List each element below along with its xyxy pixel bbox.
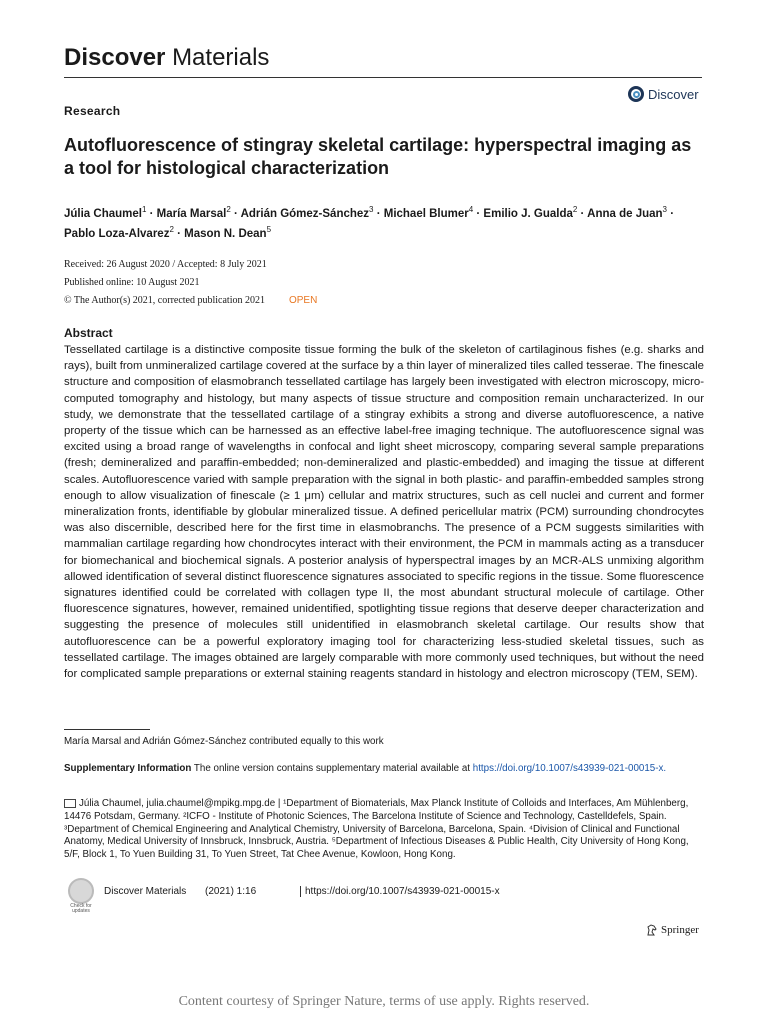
affiliations-text: Júlia Chaumel, julia.chaumel@mpikg.mpg.de | ¹Department of Biomaterials, Max Planck Institute of Colloids and Interfaces, Am Mühlenberg, 14476 Potsdam, Germany. ²ICFO - Institute of Photonic Sciences, The Barcelona Institute of Science and Technology, Castelldefels, Spain. ³Department of Chemical Engineering and Analytical Chemistry, University of Barcelona, Barcelona, Spain. ⁴Division of Clinical and Functional Anatomy, Medical University of Innsbruck, Innsbruck, Austria. ⁵Department of Infectious Diseases & Public Health, City University of Hong Kong, 5/F, Block 1, To Yuen Building 31, To Yuen Street, Tat Chee Avenue, Kowloon, Hong Kong.: [64, 798, 689, 861]
supplementary-info: [64, 762, 704, 775]
author-name: Emilio J. Gualda: [483, 207, 573, 220]
supplementary-label: Supplementary Information: [64, 763, 192, 774]
author-name: Anna de Juan: [587, 207, 663, 220]
springer-logo: [646, 924, 699, 936]
crossmark-text: Check for updates: [70, 903, 92, 914]
discover-badge-label: Discover: [648, 86, 699, 102]
header-rule: [64, 77, 702, 78]
author-line-1: [64, 202, 704, 222]
journal-title-bold: Discover: [64, 44, 166, 71]
envelope-icon: [64, 799, 76, 808]
supplementary-text: The online version contains supplementary material available at: [193, 763, 471, 774]
author-name: Adrián Gómez‑Sánchez: [240, 207, 370, 220]
publication-dates: [64, 256, 317, 310]
author-name: Mason N. Dean: [184, 227, 267, 240]
received-date: Received: 26 August 2020 / Accepted: 8 July 2021: [64, 259, 267, 270]
abstract-heading: Abstract: [64, 326, 113, 340]
author-affiliation-number: 3: [662, 205, 667, 214]
author-name: Michael Blumer: [383, 207, 469, 220]
discover-logo-icon: [628, 86, 644, 102]
journal-title-light: Materials: [172, 44, 270, 71]
contribution-note: María Marsal and Adrián Gómez-Sánchez contributed equally to this work: [64, 736, 384, 747]
article-type: Research: [64, 104, 121, 118]
footer-volume: (2021) 1:16: [205, 886, 257, 897]
author-affiliation-number: 4: [468, 205, 474, 214]
springer-horse-icon: [646, 924, 658, 936]
journal-title: [64, 44, 269, 72]
abstract-text: Tessellated cartilage is a distinctive composite tissue forming the bulk of the skeleton of cartilaginous fishes (e.g. sharks and rays), built from unmineralized cartilage covered at the surface by a thin layer of mineralized tiles called tesserae. The finescale structure and composition of elasmobranch tessellated cartilage has largely been investigated with electron microscopy, micro-computed tomography and histology, but many aspects of tissue structure and composition remain uncharacterized. In our study, we demonstrate that the tessellated cartilage of a stingray exhibits a strong and diverse autofluorescence, a native property of the tissue which can be harnessed as an effective label-free imaging technique. The autofluorescence signal was excited using a broad range of wavelengths in confocal and light sheet microscopy, comparing several sample preparations (fresh; demineralized and paraffin-embedded; non-demineralized and plastic-embedded) and imaging the tissue at different scales. Autofluorescence varied with sample preparation with the signal in both plastic- and paraffin-embedded samples strong enough to allow visualization of finescale (≥ 1 μm) cellular and matrix structures, such as cell nuclei and current and former mineralization fronts, identifiable by globular mineralized tissue. A defined pericellular matrix (PCM) surrounding chondrocytes was also discernible, described here for the first time in elasmobranchs. The presence of a PCM suggests similarities with mammalian cartilage regarding how chondrocytes interact with their environment, the PCM in mammals acting as a transducer for biomechanical and biochemical signals. A posterior analysis of hyperspectral images by an MCR-ALS unmixing algorithm allowed identification of several distinct fluorescence signatures associated to specific regions in the tissue. Some fluorescence signatures identified could be correlated with collagen type II, the most abundant structural molecule of cartilage. Other fluorescence signatures, however, remained unidentified, spotlighting tissue regions that deserve deeper characterization and suggesting the presence of molecules still unidentified in elasmobranch skeletal cartilage. Our results show that autofluorescence can be a powerful exploratory imaging tool for characterizing less-studied skeletal tissues, such as tessellated cartilage. The images obtained are largely comparable with more commonly used techniques, but without the need for complicated sample preparations or external staining reagents standard in histology and electron microscopy (TEM, SEM).: [64, 344, 704, 681]
author-line-2: [64, 222, 704, 242]
author-affiliation-number: 2: [169, 224, 174, 234]
copyright-text: © The Author(s) 2021, corrected publication 2021: [64, 295, 265, 306]
author-separator: ·: [230, 207, 241, 220]
author-separator: ·: [173, 227, 185, 240]
author-affiliation-number: 2: [572, 205, 578, 214]
author-affiliation-number: 1: [141, 205, 147, 214]
article-title: Autofluorescence of stingray skeletal cartilage: hyperspectral imaging as a tool for histological characterization: [64, 135, 692, 178]
published-date: Published online: 10 August 2021: [64, 277, 200, 288]
author-separator: ·: [577, 207, 588, 220]
author-separator: ·: [373, 207, 384, 220]
author-affiliation-number: 2: [226, 205, 231, 214]
author-affiliation-number: 5: [266, 224, 272, 234]
open-access-badge: OPEN: [288, 295, 318, 306]
author-separator: ·: [146, 207, 157, 220]
author-affiliation-number: 3: [369, 205, 374, 214]
courtesy-notice: Content courtesy of Springer Nature, terms of use apply. Rights reserved.: [178, 994, 590, 1009]
crossmark-icon: [68, 878, 94, 904]
footer-journal: Discover Materials: [104, 886, 187, 897]
author-separator: ·: [667, 207, 675, 220]
footnote-rule: [64, 729, 150, 730]
crossmark-badge[interactable]: [66, 878, 96, 912]
author-name: María Marsal: [156, 207, 227, 220]
affiliations: [64, 798, 704, 862]
discover-badge[interactable]: [628, 86, 699, 102]
author-list: [64, 202, 704, 242]
footer-doi[interactable]: https://doi.org/10.1007/s43939-021-00015-x: [300, 886, 500, 897]
copyright-line: [64, 292, 317, 310]
author-separator: ·: [473, 207, 484, 220]
springer-label: Springer: [661, 924, 699, 936]
author-name: Pablo Loza‑Alvarez: [64, 227, 170, 240]
author-name: Júlia Chaumel: [64, 207, 142, 220]
supplementary-link[interactable]: https://doi.org/10.1007/s43939-021-00015-x.: [472, 763, 667, 774]
